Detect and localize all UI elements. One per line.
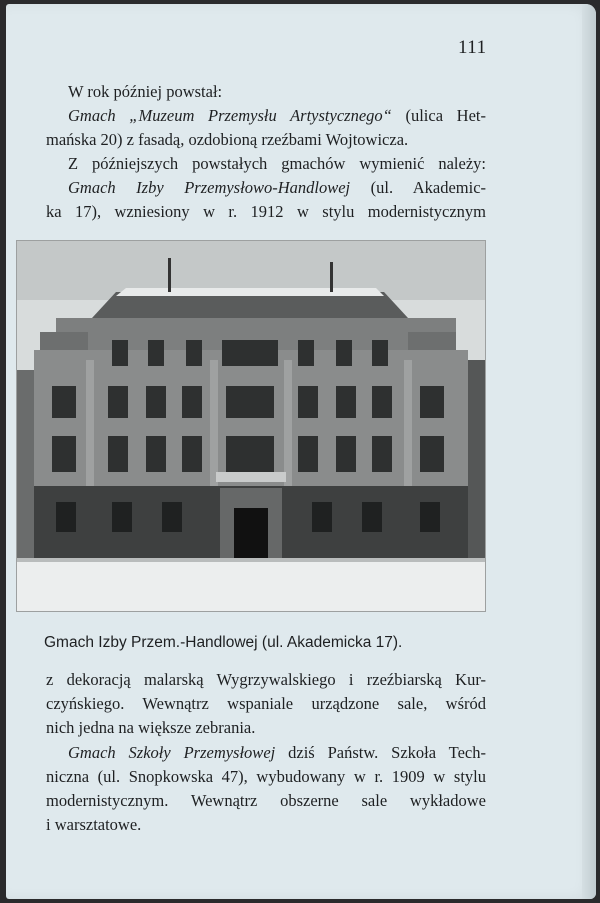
paragraph-izba-line1	[46, 176, 486, 201]
paragraph-later: Z późniejszych powstałych gmachów wymienić należy:	[68, 154, 486, 173]
page-edge	[582, 4, 596, 899]
paragraph-szkola-line2: niczna (ul. Snopkowska 47), wybudowany w r. 1909 w stylu	[46, 767, 486, 786]
paragraph-decoration-line1: z dekoracją malarską Wygrzywalskiego i rzeźbiarską Kur-	[46, 670, 486, 689]
paragraph-decoration-line2: czyńskiego. Wewnątrz wspaniale urządzone sale, wśród	[46, 694, 486, 713]
paragraph-intro: W rok później powstał:	[68, 82, 223, 101]
szkola-rest: dziś Państw. Szkoła Tech-	[275, 743, 486, 762]
paragraph-szkola-line1	[46, 741, 486, 766]
izba-name: Gmach Izby Przemysłowo-Handlowej	[68, 178, 351, 197]
paragraph-szkola-line4: i warsztatowe.	[46, 815, 142, 834]
muzeum-name: Gmach „Muzeum Przemysłu Artystycznego“	[68, 106, 392, 125]
paragraph-muzeum-line2: mańska 20) z fasadą, ozdobioną rzeźbami Wojtowicza.	[46, 130, 409, 149]
muzeum-rest: (ulica Het-	[391, 106, 486, 125]
paragraph-muzeum-line1	[46, 104, 486, 129]
izba-rest: (ul. Akademic-	[350, 178, 487, 197]
building-photo	[16, 240, 486, 612]
book-page	[6, 4, 596, 899]
paragraph-szkola-line3: modernistycznym. Wewnątrz obszerne sale wykładowe	[46, 791, 486, 810]
szkola-name: Gmach Szkoły Przemysłowej	[68, 743, 276, 762]
paragraph-izba-line2: ka 17), wzniesiony w r. 1912 w stylu modernistycznym	[46, 202, 486, 221]
page-number: 111	[458, 37, 487, 58]
photo-caption: Gmach Izby Przem.-Handlowej (ul. Akademicka 17).	[44, 634, 403, 651]
paragraph-decoration-line3: nich jedna na większe zebrania.	[46, 718, 256, 737]
